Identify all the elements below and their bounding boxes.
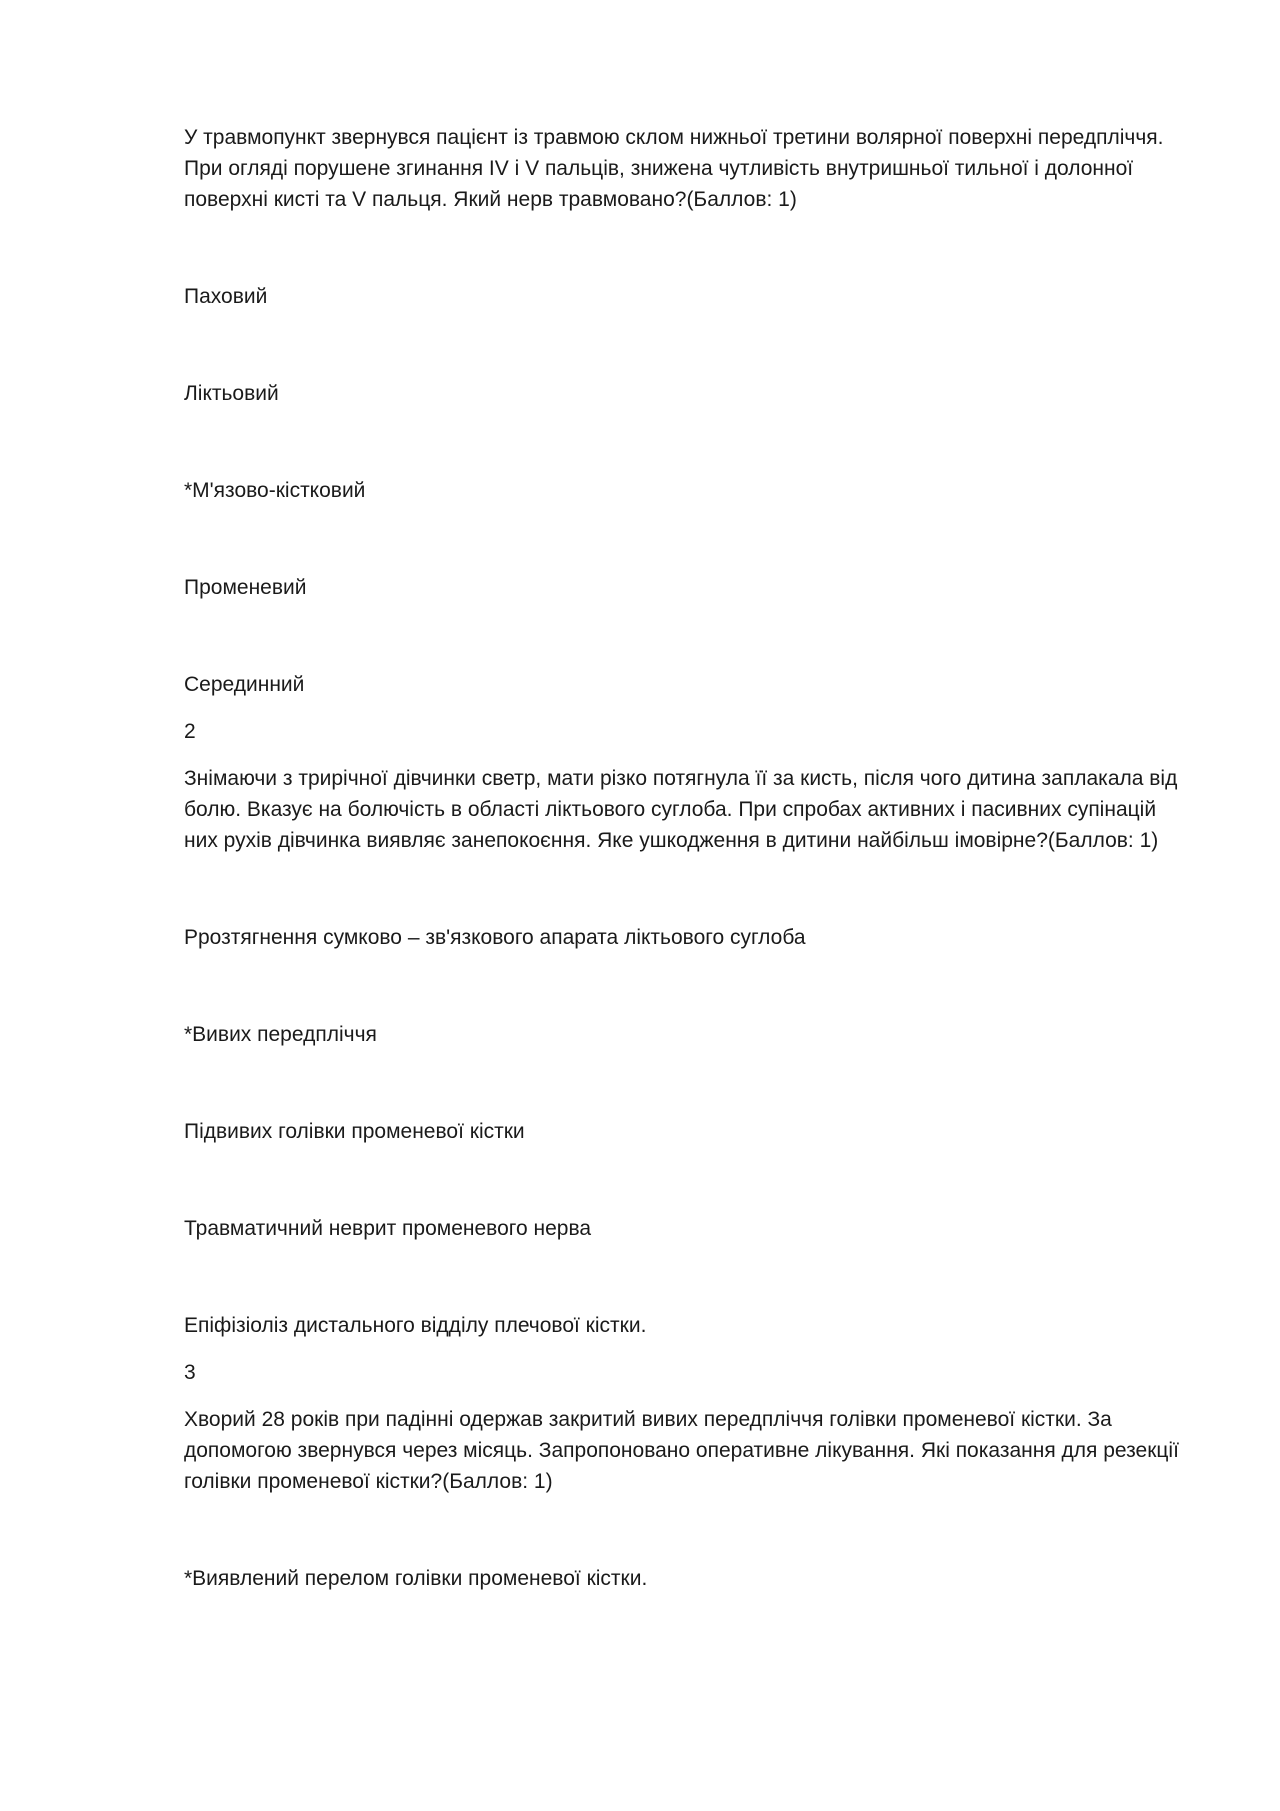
question-2-option-2: *Вивих передпліччя [184,1023,377,1046]
question-2-option-5: Епіфізіоліз дистального відділу плечової кістки. [184,1314,647,1337]
question-2-option-1: Ррозтягнення сумково – зв'язкового апарата ліктьового суглоба [184,926,806,949]
question-2-option-3: Підвивих голівки променевої кістки [184,1120,525,1143]
question-1-option-3: *М'язово-кістковий [184,479,366,502]
question-1-option-2: Ліктьовий [184,382,279,405]
question-2-option-4: Травматичний неврит променевого нерва [184,1217,592,1240]
question-1-option-4: Променевий [184,576,307,599]
question-3-text: Хворий 28 років при падінні одержав закритий вивих передпліччя голівки променевої кістки. За допомогою звернувся через місяць. Запропоновано оперативне лікування. Які показання для резекції голівки променевої кістки?(Баллов: 1) [184,1408,1179,1493]
question-3-option-1: *Виявлений перелом голівки променевої кістки. [184,1567,648,1590]
question-1-text: У травмопункт звернувся пацієнт із травмою склом нижньої третини волярної поверхні передпліччя. При огляді порушене згинання IV і V пальців, знижена чутливість внутришньої тильної і долонної поверхні кисті та V пальця. Який нерв травмовано?(Баллов: 1) [184,126,1164,211]
document-body [184,122,1194,1660]
question-2-number: 2 [184,720,196,743]
question-2-text: Знімаючи з трирічної дівчинки светр, мати різко потягнула її за кисть, після чого дитина заплакала від болю. Вказує на болючість в області ліктьового суглоба. При спробах активних і пасивних супінацій них рухів дівчинка виявляє занепокоєння. Яке ушкодження в дитини найбільш імовірне?(Баллов: 1) [184,767,1178,852]
question-3-number: 3 [184,1361,196,1384]
question-1-option-5: Серединний [184,673,305,696]
question-1-option-1: Паховий [184,285,268,308]
